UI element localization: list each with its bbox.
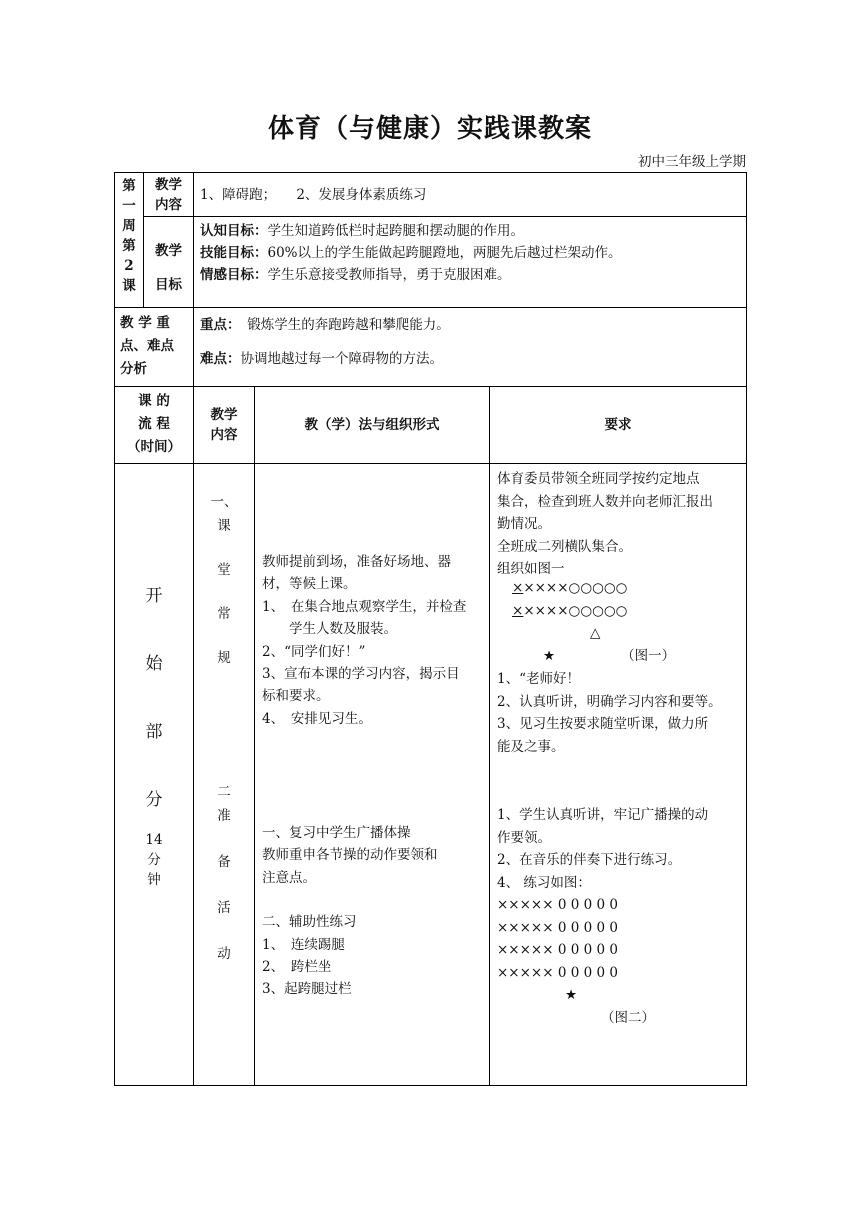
formation-figure-1	[497, 577, 743, 667]
formation-row: ××××× 0 0 0 0 0	[497, 897, 618, 913]
goal-item: 情感目标：学生乐意接受教师指导，勇于克服困难。	[200, 267, 511, 283]
content-part-1: 一、 课 堂 常 规	[210, 494, 238, 666]
text-line: 标和要求。	[262, 688, 330, 705]
flow-header: 课 的 流 程 （时间）	[127, 393, 181, 455]
text-line: 教师提前到场，准备好场地、器	[262, 554, 451, 570]
text-line	[262, 889, 486, 911]
text-line: 3、宣布本课的学习内容，揭示目	[262, 666, 460, 683]
requirement-block-2	[497, 668, 743, 758]
goal-item: 技能目标：60%以上的学生能做起跨腿蹬地，两腿先后越过栏架动作。	[200, 245, 622, 261]
section-time: 14 分 钟	[145, 832, 163, 888]
key-points	[200, 315, 740, 369]
goals-label: 教学 目标	[155, 243, 182, 293]
star-icon: ★	[543, 647, 556, 664]
figure-caption: （图二）	[601, 1009, 655, 1026]
text-line: 2、在音乐的伴奏下进行练习。	[497, 852, 682, 869]
text-line: 1、学生认真听讲，牢记广播操的动	[497, 807, 709, 823]
document-title: 体育（与健康）实践课教案	[267, 114, 592, 144]
text-line: 材，等候上课。	[262, 576, 357, 593]
teacher-triangle: △	[590, 625, 601, 642]
week-label: 第 一 周 第 2 课	[122, 178, 136, 294]
text-line: 1、“老师好！	[497, 671, 580, 687]
formation-row: ×××××○○○○○	[512, 580, 628, 596]
text-line: 1、 在集合地点观察学生，并检查	[262, 598, 467, 615]
text-line: 2、“同学们好！”	[262, 643, 366, 660]
text-line: 注意点。	[262, 869, 316, 886]
text-line: 3、起跨腿过栏	[262, 981, 352, 998]
text-line: 作要领。	[497, 829, 551, 846]
requirement-block-1	[497, 468, 743, 581]
text-line: 2、 跨栏坐	[262, 959, 332, 976]
method-block-2	[262, 822, 486, 1001]
formation-row: ×××××○○○○○	[512, 602, 628, 619]
content-part-2: 二 准 备 活 动	[217, 784, 231, 962]
method-header: 教（学）法与组织形式	[304, 417, 440, 433]
content-text: 1、障碍跑； 2、发展身体素质练习	[200, 187, 427, 203]
text-line: 体育委员带领全班同学按约定地点	[497, 471, 700, 487]
text-line: 2、认真听讲，明确学习内容和要等。	[497, 693, 722, 710]
section-name: 开 始 部 分	[145, 586, 163, 810]
key-point: 重点： 锻炼学生的奔跑跨越和攀爬能力。	[200, 317, 450, 333]
text-line: 教师重申各节操的动作要领和	[262, 847, 438, 864]
text-line: 集合，检查到班人数并向老师汇报出	[497, 493, 713, 510]
text-line: 全班成二列横队集合。	[497, 538, 632, 555]
text-line: 一、复习中学生广播体操	[262, 825, 411, 841]
content-label: 教学 内容	[155, 177, 182, 213]
content-header: 教学 内容	[210, 407, 238, 443]
requirement-block-3	[497, 804, 743, 894]
goal-item: 认知目标：学生知道跨低栏时起跨腿和摆动腿的作用。	[200, 223, 524, 239]
requirement-header: 要求	[604, 417, 632, 433]
text-line: 能及之事。	[497, 738, 565, 755]
goals-list	[200, 220, 740, 286]
text-line: 1、 连续踢腿	[262, 936, 345, 953]
text-line: 学生人数及服装。	[262, 621, 397, 638]
text-line: 4、 练习如图：	[497, 874, 591, 891]
formation-row: ××××× 0 0 0 0 0	[497, 964, 618, 981]
star-icon: ★	[565, 987, 578, 1004]
difficult-point: 难点：协调地越过每一个障碍物的方法。	[200, 351, 443, 367]
formation-row: ××××× 0 0 0 0 0	[497, 942, 618, 959]
text-line: 4、 安排见习生。	[262, 710, 372, 727]
formation-row: ××××× 0 0 0 0 0	[497, 919, 618, 936]
method-block-1	[262, 551, 486, 730]
text-line: 组织如图一	[497, 561, 565, 578]
text-line: 二、辅助性练习	[262, 914, 357, 931]
text-line: 3、见习生按要求随堂听课，做力所	[497, 716, 709, 733]
key-label: 教 学 重 点、难点 分析	[120, 315, 174, 377]
document-subtitle: 初中三年级上学期	[638, 154, 746, 170]
text-line: 勤情况。	[497, 516, 551, 533]
figure-caption-row: ★ （图一）	[497, 645, 743, 668]
formation-figure-2	[497, 894, 743, 1030]
